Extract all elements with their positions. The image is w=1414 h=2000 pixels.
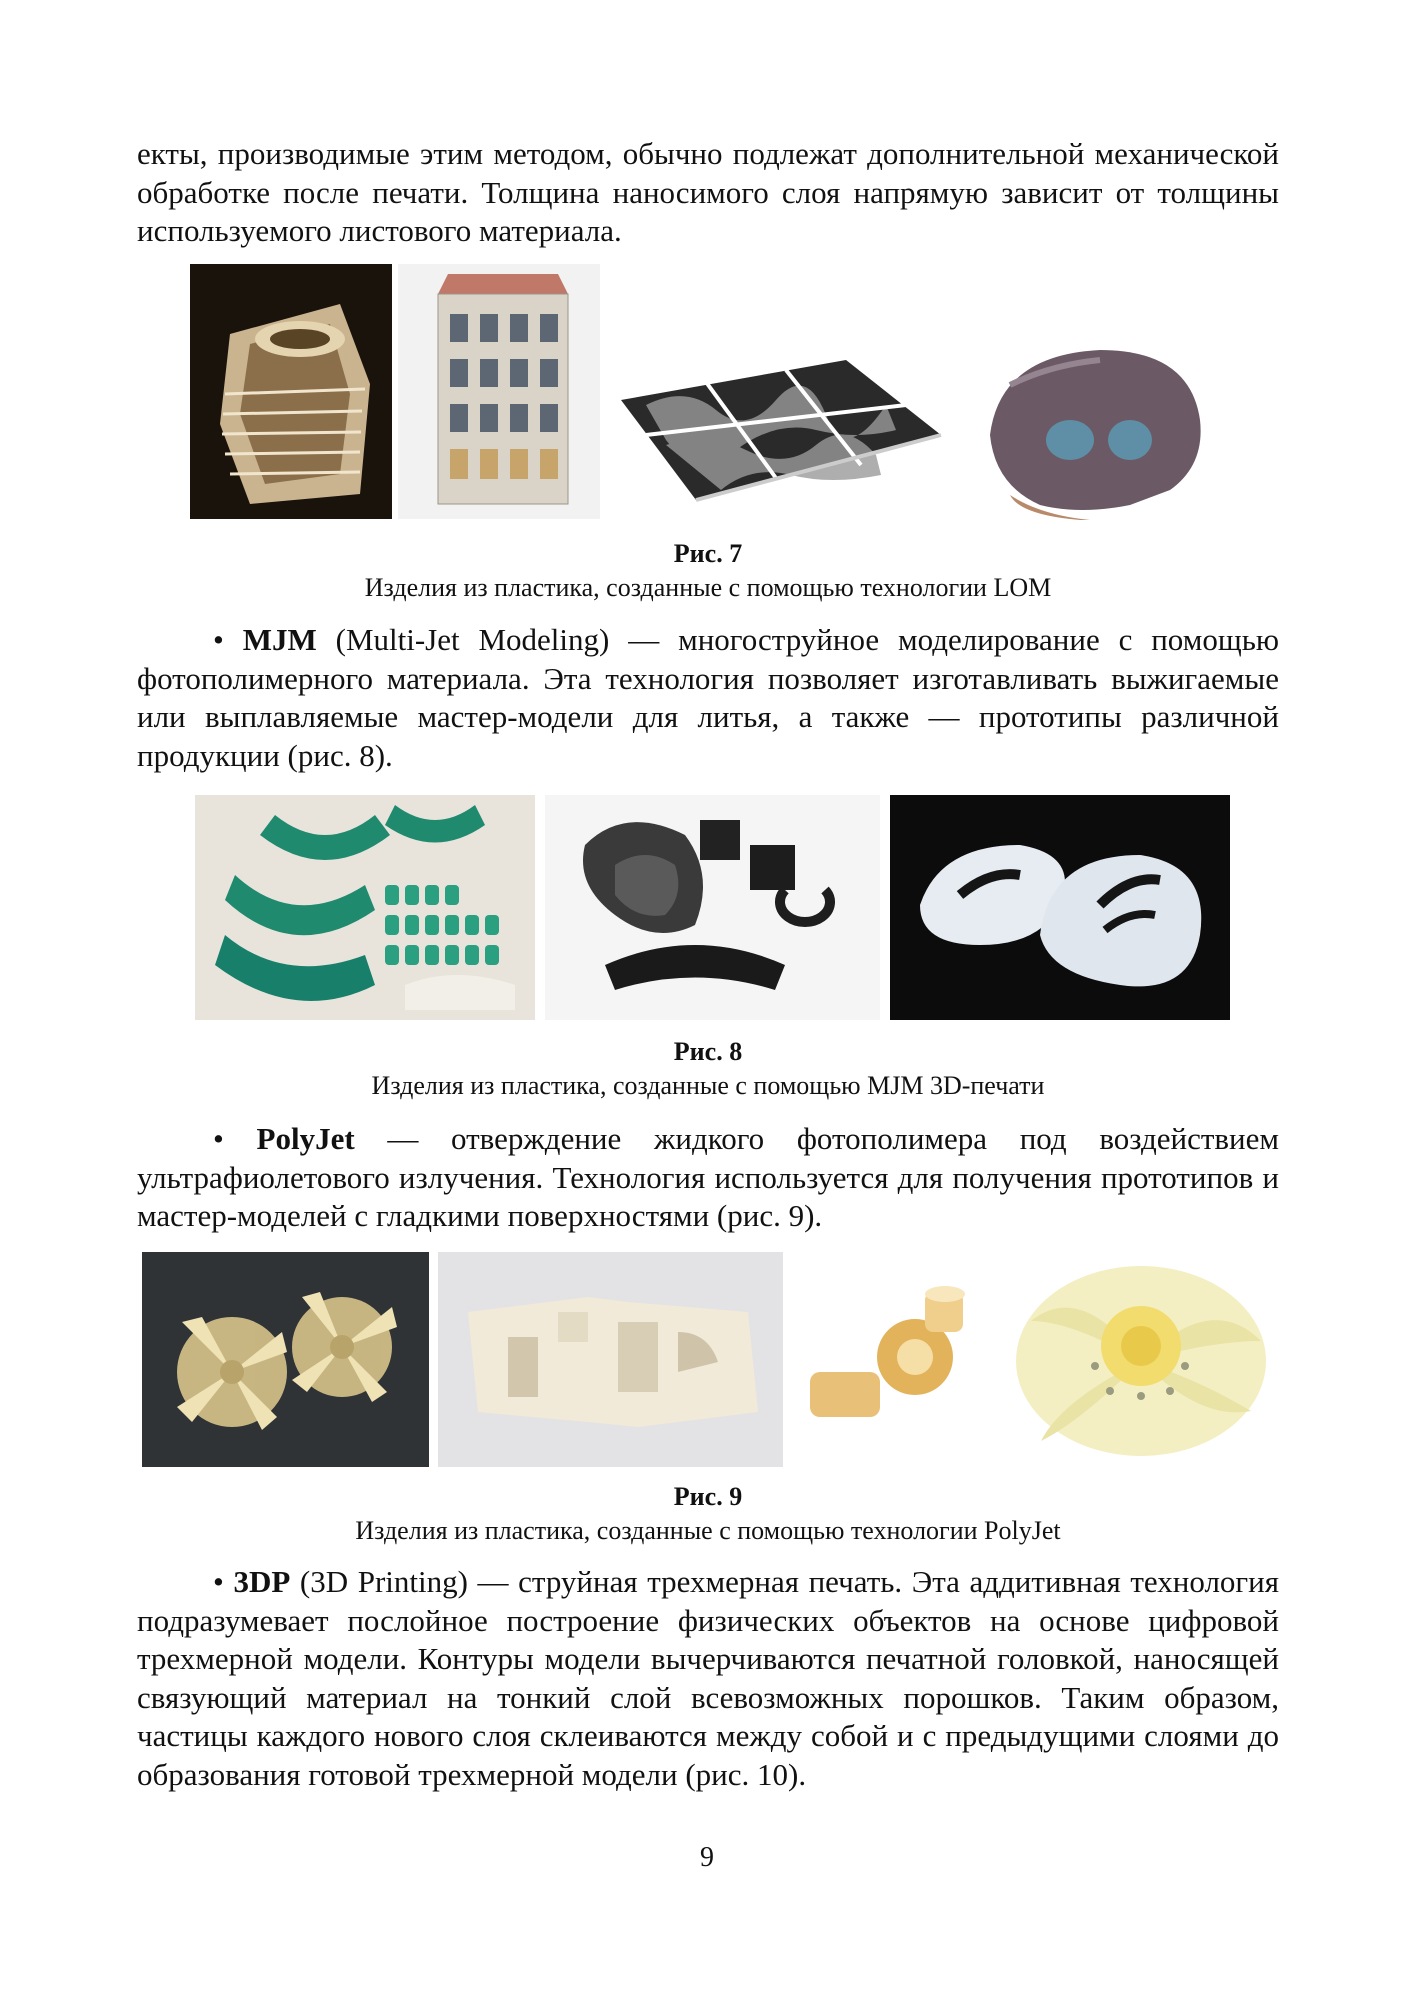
lom-terrain-model-photo (606, 360, 946, 505)
figure-9-caption: Изделия из пластика, созданные с помощью технологии PolyJet (355, 1516, 1061, 1545)
bullet-marker: • (213, 1121, 224, 1156)
intro-paragraph: екты, производимые этим методом, обычно подлежат дополнительной механической обработке после печати. Толщина наносимого слоя напрямую зависит от толщины используемого листового материала. (137, 136, 1279, 248)
polyjet-white-part-photo (438, 1252, 783, 1467)
bullet-term: 3DP (233, 1564, 291, 1599)
bullet-marker: • (213, 1564, 224, 1599)
page-number: 9 (700, 1842, 714, 1873)
bullet-term: MJM (242, 622, 317, 657)
mjm-transparent-parts-photo (890, 795, 1230, 1020)
bullet-polyjet (137, 1120, 1279, 1236)
figure-7-caption: Изделия из пластика, созданные с помощью технологии LOM (364, 573, 1052, 602)
bullet-mjm (137, 621, 1279, 775)
bullet-3dp (137, 1563, 1279, 1794)
mjm-black-parts-photo (545, 795, 880, 1020)
figure-8-number: Рис. 8 (673, 1037, 743, 1066)
lom-machine-part-photo (190, 264, 392, 519)
bullet-term: PolyJet (256, 1121, 355, 1156)
figure-8-caption: Изделия из пластика, созданные с помощью MJM 3D-печати (371, 1071, 1045, 1100)
bullet-marker: • (213, 622, 224, 657)
mjm-dental-models-photo (195, 795, 535, 1020)
bullet-text: (3D Printing) — струйная трехмерная печать. Эта аддитивная технология подразумевает послойное построение физических объектов на основе цифровой трехмерной модели. Контуры модели вычерчиваются печатной головкой, наносящей связующий материал на тонкий слой всевозможных порошков. Таким образом, частицы каждого нового слоя склеиваются между собой и с предыдущими слоями до образования готовой трехмерной модели (рис. 10). (137, 1564, 1279, 1792)
lom-skull-model-photo (970, 345, 1210, 521)
figure-7-number: Рис. 7 (673, 539, 743, 568)
bullet-text: (Multi-Jet Modeling) — многоструйное моделирование с помощью фотополимерного материала. Эта технология позволяет изготавливать выжигаемые или выплавляемые мастер-модели для литья, а также — прототипы различной продукции (рис. 8). (137, 622, 1279, 773)
polyjet-impellers-photo (142, 1252, 429, 1467)
lom-building-model-photo (398, 264, 600, 519)
polyjet-yellow-impeller-photo (1010, 1256, 1272, 1461)
polyjet-amber-fitting-photo (795, 1262, 990, 1447)
bullet-text: — отверждение жидкого фотополимера под воздействием ультрафиолетового излучения. Технология используется для получения прототипов и мастер-моделей с гладкими поверхностями (рис. 9). (137, 1121, 1280, 1233)
figure-9-number: Рис. 9 (673, 1482, 743, 1511)
